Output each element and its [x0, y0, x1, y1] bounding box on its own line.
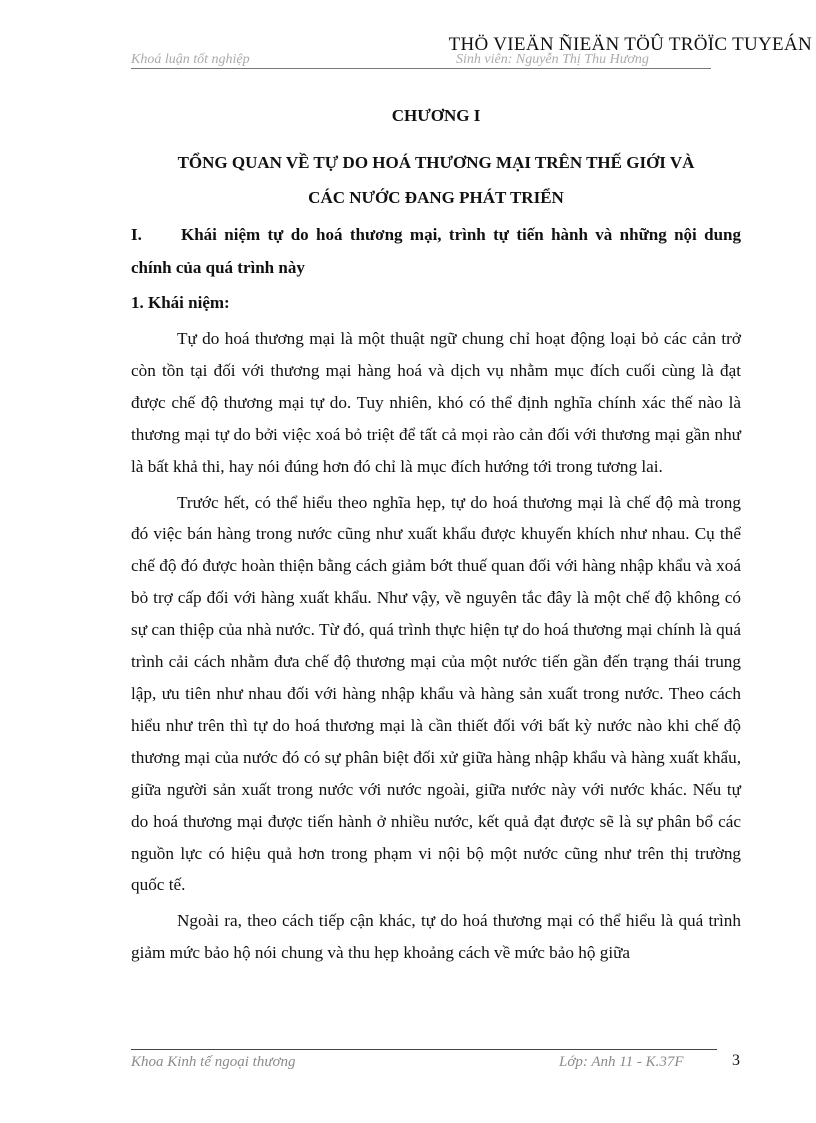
chapter-heading: CHƯƠNG I	[391, 106, 481, 125]
footer-class: Lớp: Anh 11 - K.37F	[559, 1054, 684, 1070]
subsection-heading: 1. Khái niệm:	[131, 293, 230, 312]
paragraph: Ngoài ra, theo cách tiếp cận khác, tự do hoá thương mại có thể hiểu là quá trình giảm mức bảo hộ nói chung và thu hẹp khoảng cách về mức bảo hộ giữa	[131, 911, 741, 963]
page-number: 3	[732, 1052, 740, 1069]
footer-divider	[131, 1049, 717, 1050]
chapter-title	[131, 145, 741, 215]
page-header	[131, 52, 711, 69]
chapter-title-line-2: CÁC NƯỚC ĐANG PHÁT TRIỂN	[308, 188, 564, 207]
section-heading	[131, 218, 741, 284]
paragraph: Tự do hoá thương mại là một thuật ngữ chung chỉ hoạt động loại bỏ các cản trở còn tồn tại đối với thương mại hàng hoá và dịch vụ nhằm mục đích cuối cùng là đạt được chế độ thương mại tự do. Tuy nhiên, khó có thể định nghĩa chính xác thế nào là thương mại tự do bởi việc xoá bỏ triệt để tất cả mọi rào cản đối với thương mại gần như là bất khả thi, hay nói đúng hơn đó chỉ là mục đích hướng tới trong tương lai.	[131, 329, 741, 476]
watermark-text: THÖ VIEÄN ÑIEÄN TÖÛ TRÖÏC TUYEÁN	[448, 34, 812, 55]
body-text	[131, 323, 741, 973]
section-title: Khái niệm tự do hoá thương mại, trình tự tiến hành và những nội dung chính của quá trình này	[131, 225, 741, 277]
page-footer	[131, 1054, 717, 1074]
section-number: I.	[131, 225, 142, 244]
header-thesis-label: Khoá luận tốt nghiệp	[131, 52, 250, 67]
paragraph: Trước hết, có thể hiểu theo nghĩa hẹp, tự do hoá thương mại là chế độ mà trong đó việc bán hàng trong nước cũng như xuất khẩu được khuyến khích như nhau. Cụ thể chế độ đó được hoàn thiện bằng cách giảm bớt thuế quan đối với hàng nhập khẩu và xoá bỏ trợ cấp đối với hàng xuất khẩu. Như vậy, về nguyên tắc đây là một chế độ không có sự can thiệp của nhà nước. Từ đó, quá trình thực hiện tự do hoá thương mại chính là quá trình cải cách nhằm đưa chế độ thương mại của một nước tiến gần đến trạng thái trung lập, ưu tiên như nhau đối với hàng nhập khẩu và hàng sản xuất trong nước. Theo cách hiểu như trên thì tự do hoá thương mại là cần thiết đối với bất kỳ nước nào khi chế độ thương mại của nước đó có sự phân biệt đối xử giữa hàng nhập khẩu và hàng xuất khẩu, giữa người sản xuất trong nước với nước ngoài, giữa nước này với nước khác. Nếu tự do hoá thương mại được tiến hành ở nhiều nước, kết quả đạt được sẽ là sự phân bổ các nguồn lực có hiệu quả hơn trong phạm vi nội bộ một nước cũng như trên thị trường quốc tế.	[131, 492, 741, 895]
header-student-name: Sinh viên: Nguyễn Thị Thu Hương	[456, 52, 649, 67]
footer-faculty: Khoa Kinh tế ngoại thương	[131, 1054, 296, 1070]
chapter-title-line-1: TỔNG QUAN VỀ TỰ DO HOÁ THƯƠNG MẠI TRÊN THẾ GIỚI VÀ	[177, 153, 695, 172]
